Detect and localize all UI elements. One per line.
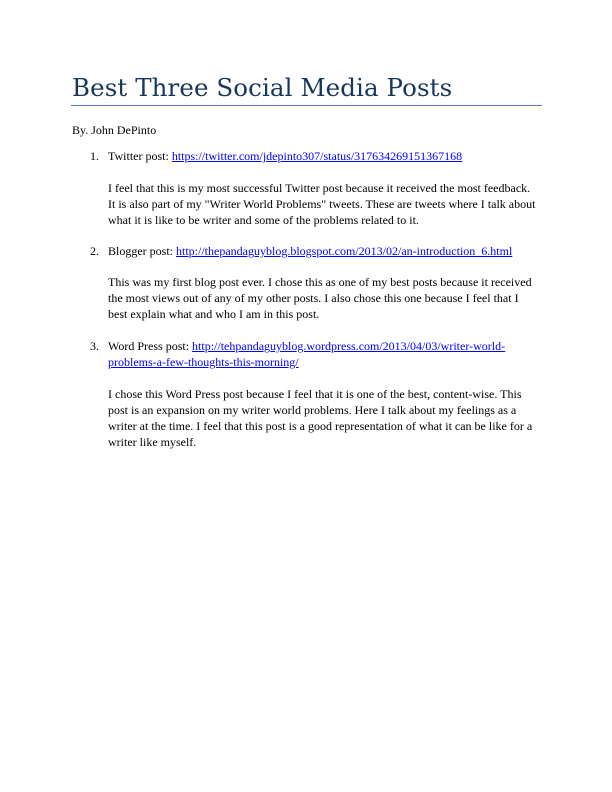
item-link-continuation — [108, 354, 538, 370]
item-heading — [108, 338, 505, 354]
title-underline-rule — [71, 105, 542, 106]
byline: By. John DePinto — [72, 123, 157, 137]
item-label: Blogger post: — [108, 244, 176, 258]
paragraph-line: what it is like to be writer and some of the problems related to it. — [108, 213, 419, 227]
item-label: Twitter post: — [108, 149, 172, 163]
paragraph-line: best explain what and who I am in this post. — [108, 307, 320, 321]
list-number: 2. — [90, 244, 99, 258]
paragraph-line: the most views out of any of my other posts. I also chose this one because I feel that I — [108, 291, 519, 305]
twitter-post-link[interactable]: https://twitter.com/jdepinto307/status/317634269151367168 — [171, 149, 463, 163]
wordpress-post-link[interactable]: http://tehpandaguyblog.wordpress.com/2013/04/03/writer-world- — [192, 339, 506, 353]
list-number: 1. — [90, 149, 99, 163]
paragraph-line: This was my first blog post ever. I chose this as one of my best posts because it received — [108, 275, 532, 289]
paragraph-line: post is an expansion on my writer world problems. Here I talk about my feelings as a — [108, 403, 517, 417]
item-paragraph — [108, 386, 538, 450]
paragraph-line: writer like myself. — [108, 435, 197, 449]
paragraph-line: writer at the time. I feel that this post is a good representation of what it can be like for a — [108, 419, 533, 433]
item-paragraph — [108, 180, 538, 228]
page-title: Best Three Social Media Posts — [72, 73, 453, 102]
item-label: Word Press post: — [108, 339, 193, 353]
paragraph-line: I feel that this is my most successful Twitter post because it received the most feedback. — [108, 181, 531, 195]
list-number: 3. — [90, 339, 99, 353]
item-heading — [108, 148, 462, 164]
wordpress-post-link-continued[interactable]: problems-a-few-thoughts-this-morning/ — [108, 355, 299, 369]
paragraph-line: I chose this Word Press post because I feel that it is one of the best, content-wise. This — [108, 387, 522, 401]
blogger-post-link[interactable]: http://thepandaguyblog.blogspot.com/2013/02/an-introduction_6.html — [176, 244, 513, 258]
paragraph-line: It is also part of my "Writer World Problems" tweets. These are tweets where I talk about — [108, 197, 536, 211]
item-paragraph — [108, 274, 538, 322]
item-heading — [108, 243, 512, 259]
